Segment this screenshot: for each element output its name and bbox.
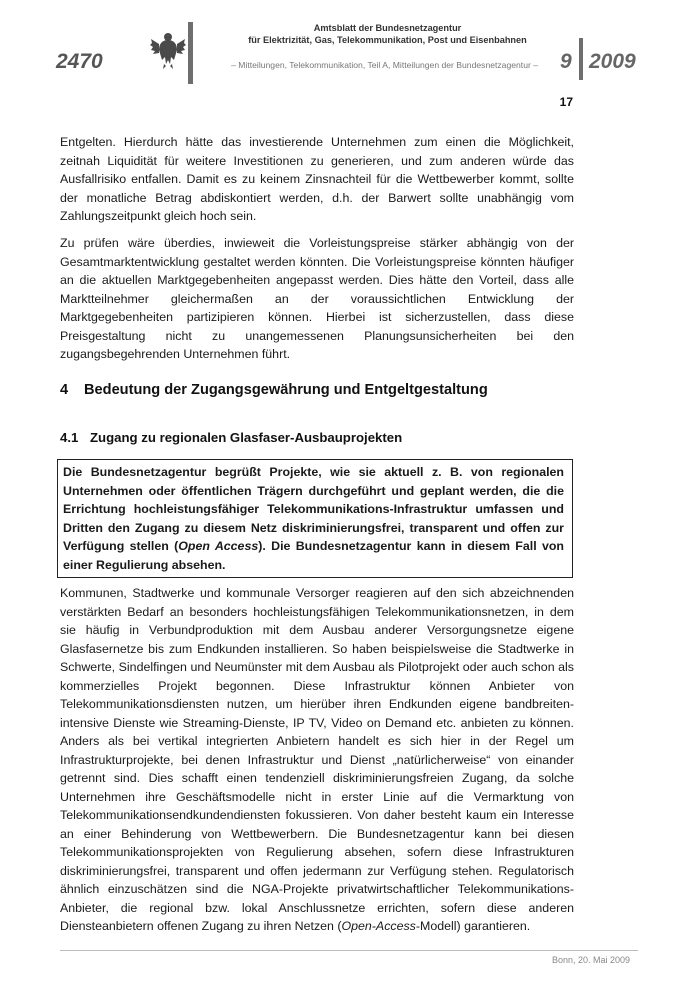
- section-4-1-number: 4.1: [60, 430, 79, 445]
- footer-date: Bonn, 20. Mai 2009: [551, 955, 630, 965]
- issue-number: 9: [560, 50, 572, 73]
- subpage-number: 17: [559, 95, 573, 109]
- paragraph-2: Zu prüfen wäre überdies, inwieweit die Vorleistungspreise stärker abhängig von der Gesamtmarktentwicklung gestaltet werden könnten. Die Vorleistungspreise könnten häufiger an die aktuellen Marktgegebenheiten angepasst werden. Dies hätte den Vorteil, dass alle Marktteilnehmer gleichermaßen an der voraussichtlichen Entwicklung der Marktgegebenheiten partizipieren können. Hierbei ist sicherzustellen, dass diese Preisgestaltung nicht zu unangemessenen Planungsunsicherheiten bei den zugangsbegehrenden Unternehmen führt.: [60, 236, 574, 361]
- journal-title: [190, 22, 585, 46]
- journal-subtitle: – Mitteilungen, Telekommunikation, Teil A, Mitteilungen der Bundesnetzagentur –: [231, 60, 538, 70]
- header-divider-right: [579, 38, 583, 80]
- paragraph-3-italic: Open-Access: [341, 919, 416, 933]
- section-4-heading: [60, 382, 488, 398]
- paragraph-3-main: Kommunen, Stadtwerke und kommunale Versorger reagieren auf den sich abzeichnenden verstärkten Bedarf an besonders hochleistungsfähigen Telekommunikationsnetzen, in dem sie häufig in Verbundproduktion mit dem Ausbau anderer Versorgungsnetze eigene Glasfasernetze bis zum Endkunden installieren. So haben beispielsweise die Stadtwerke in Schwerte, Sindelfingen und Neumünster mit dem Ausbau als Pilotprojekt oder auch schon als kommerzielles Projekt begonnen. Diese Infrastruktur können Anbieter von Telekommunikationsdiensten nutzen, um hierüber ihren Endkunden eigene bandbreiten-intensive Dienste wie Streaming-Dienste, IP TV, Video on Demand etc. anbieten zu können. Anders als bei vertikal integrierten Anbietern handelt es sich hier in der Regel um Infrastrukturprojekte, bei denen Infrastruktur und Dienst „natürlicherweise“ von einander getrennt sind. Dies schafft einen tendenziell diskriminierungsfreien Zugang, da solche Unternehmen ihre Geschäftsmodelle nicht in erster Linie auf die Vermarktung von Telekommunikationsendkundendiensten fokussieren. Von daher besteht kaum ein Interesse an einer Behinderung von Wettbewerbern. Die Bundesnetzagentur kann bei diesen Telekommunikationsprojekten von Regulierung absehen, sofern diese Infrastrukturen diskriminierungsfrei, transparent und offen jedermann zur Verfügung stehen. Regulatorisch ähnlich einzuschätzen sind die NGA-Projekte privatwirtschaftlicher Telekommunikations-Anbieter, die regional bzw. lokal Anschlussnetze errichten, sofern diese anderen Diensteanbietern offenen Zugang zu ihren Netzen (: [60, 586, 574, 933]
- page-number: 2470: [56, 50, 103, 73]
- journal-title-line2: für Elektrizität, Gas, Telekommunikation, Post und Eisenbahnen: [248, 35, 527, 45]
- paragraph-3: [60, 584, 574, 936]
- journal-title-line1: Amtsblatt der Bundesnetzagentur: [313, 23, 462, 33]
- section-4-number: 4: [60, 382, 69, 398]
- highlight-box: [57, 459, 573, 578]
- section-4-title: Bedeutung der Zugangsgewährung und Entgeltgestaltung: [84, 382, 488, 398]
- issue-year: 2009: [589, 50, 636, 73]
- box-text-before: Die Bundesnetzagentur begrüßt Projekte, wie sie aktuell z. B. von regionalen Unternehmen oder öffentlichen Trägern durchgeführt und geplant werden, die die Errichtung hochleistungsfähiger Telekommunikations-Infrastruktur umfassen und Dritten den Zugang zu diesem Netz diskriminierungsfrei, transparent und offen zur Verfügung stellen (: [63, 465, 564, 553]
- federal-eagle-icon: [150, 30, 186, 70]
- box-text-after: ). Die Bundesnetzagentur kann in diesem Fall von einer Regulierung absehen.: [63, 539, 565, 572]
- box-text-italic: Open Access: [178, 539, 259, 553]
- footer-divider: [60, 950, 638, 951]
- section-4-1-title: Zugang zu regionalen Glasfaser-Ausbauprojekten: [90, 430, 403, 445]
- paragraph-1: Entgelten. Hierdurch hätte das investierende Unternehmen zum einen die Möglichkeit, zeitnah Liquidität für weitere Investitionen zu generieren, und zum anderen würde das Ausfallrisiko entfallen. Damit es zu keinem Zinsnachteil für die Wettbewerber kommt, sollte der monatliche Betrag abdiskontiert werden, d.h. der Barwert sollte unabhängig vom Zahlungszeitpunkt gleich hoch sein.: [60, 135, 574, 223]
- paragraph-3-end: -Modell) garantieren.: [415, 919, 531, 933]
- section-4-1-heading: [60, 430, 402, 445]
